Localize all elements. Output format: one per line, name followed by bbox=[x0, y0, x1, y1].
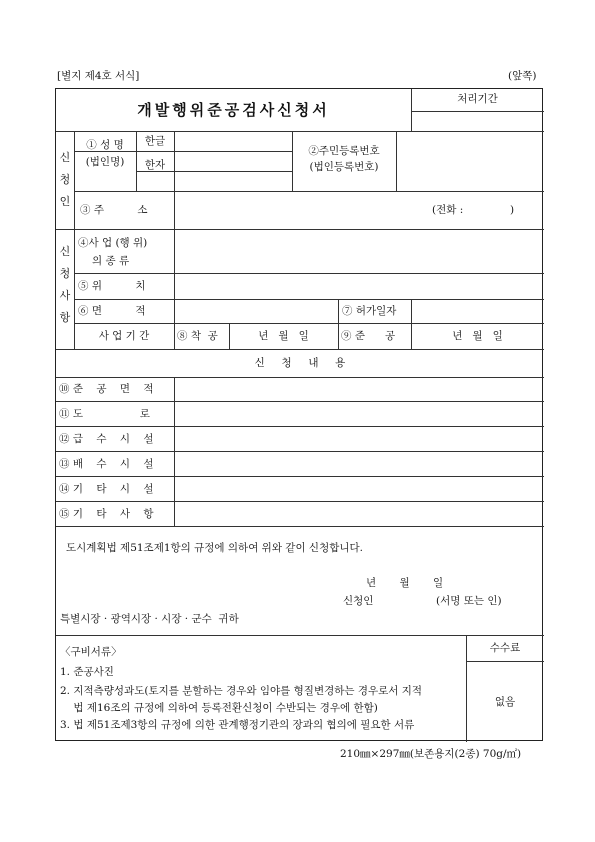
resident-number-label: ②주민등록번호 bbox=[308, 145, 380, 157]
permit-date-label: ⑦ 허가일자 bbox=[342, 305, 397, 317]
road-label: ⑪ 도 로 bbox=[59, 408, 150, 420]
applicant-group-label: 신 청 인 bbox=[59, 151, 71, 208]
start-date: 년 월 일 bbox=[258, 330, 309, 342]
business-type-label: ④사 업 (행 위) bbox=[78, 237, 148, 249]
documents-heading: 〈구비서류〉 bbox=[60, 646, 122, 658]
location-label: ⑤ 위 치 bbox=[78, 280, 146, 292]
paper-spec-footer: 210㎜×297㎜(보존용지(2종) 70g/㎡) bbox=[340, 748, 522, 760]
document-item: 2. 지적측량성과도(토지를 분할하는 경우와 임야를 형질변경하는 경우로서 지적 bbox=[60, 685, 423, 697]
business-type-sub-label: 의 종 류 bbox=[92, 255, 130, 267]
addressee: 특별시장 · 광역시장 · 시장 · 군수 귀하 bbox=[60, 613, 239, 625]
page-side-label: (앞쪽) bbox=[508, 70, 537, 82]
document-item: 3. 법 제51조제3항의 규정에 의한 관계행정기관의 장과의 협의에 필요한 서류 bbox=[60, 719, 415, 731]
form-title: 개발행위준공검사신청서 bbox=[137, 101, 330, 119]
hangul-label: 한글 bbox=[144, 135, 166, 147]
name-label: ① 성 명 bbox=[86, 139, 124, 151]
statement-text: 도시계획법 제51조제1항의 규정에 의하여 위와 같이 신청합니다. bbox=[66, 542, 363, 554]
other-facilities-label: ⑭ 기 타 시 설 bbox=[59, 483, 154, 495]
signature-label: (서명 또는 인) bbox=[436, 595, 502, 607]
drainage-label: ⑬ 배 수 시 설 bbox=[59, 458, 154, 470]
document-item: 법 제16조의 규정에 의하여 등록전환신청이 수반되는 경우에 한함) bbox=[60, 702, 378, 714]
content-heading: 신 청 내 용 bbox=[254, 357, 346, 369]
other-matters-label: ⑮ 기 타 사 항 bbox=[59, 508, 154, 520]
application-form bbox=[55, 88, 543, 741]
statement-date: 년 월 일 bbox=[366, 577, 444, 589]
document-item: 1. 준공사진 bbox=[60, 666, 114, 678]
business-period-label: 사 업 기 간 bbox=[98, 330, 150, 342]
processing-period-label: 처리기간 bbox=[457, 93, 498, 105]
fee-value: 없음 bbox=[494, 696, 516, 708]
corp-name-label: (법인명) bbox=[85, 156, 125, 168]
start-label: ⑧ 착 공 bbox=[177, 330, 218, 342]
completion-date: 년 월 일 bbox=[452, 330, 503, 342]
matters-group-label: 신 청 사 항 bbox=[59, 245, 71, 324]
completion-area-label: ⑩ 준 공 면 적 bbox=[59, 383, 154, 395]
completion-label: ⑨ 준 공 bbox=[341, 330, 396, 342]
water-supply-label: ⑫ 급 수 시 설 bbox=[59, 433, 154, 445]
form-number: [별지 제4호 서식] bbox=[57, 70, 140, 82]
address-label: ③ 주 소 bbox=[80, 204, 148, 216]
fee-label: 수수료 bbox=[489, 642, 521, 654]
hanja-label: 한자 bbox=[144, 159, 166, 171]
corp-number-label: (법인등록번호) bbox=[309, 161, 379, 173]
phone-label: (전화 : ) bbox=[432, 204, 515, 216]
area-label: ⑥ 면 적 bbox=[78, 305, 146, 317]
applicant-sign-label: 신청인 bbox=[343, 595, 374, 607]
